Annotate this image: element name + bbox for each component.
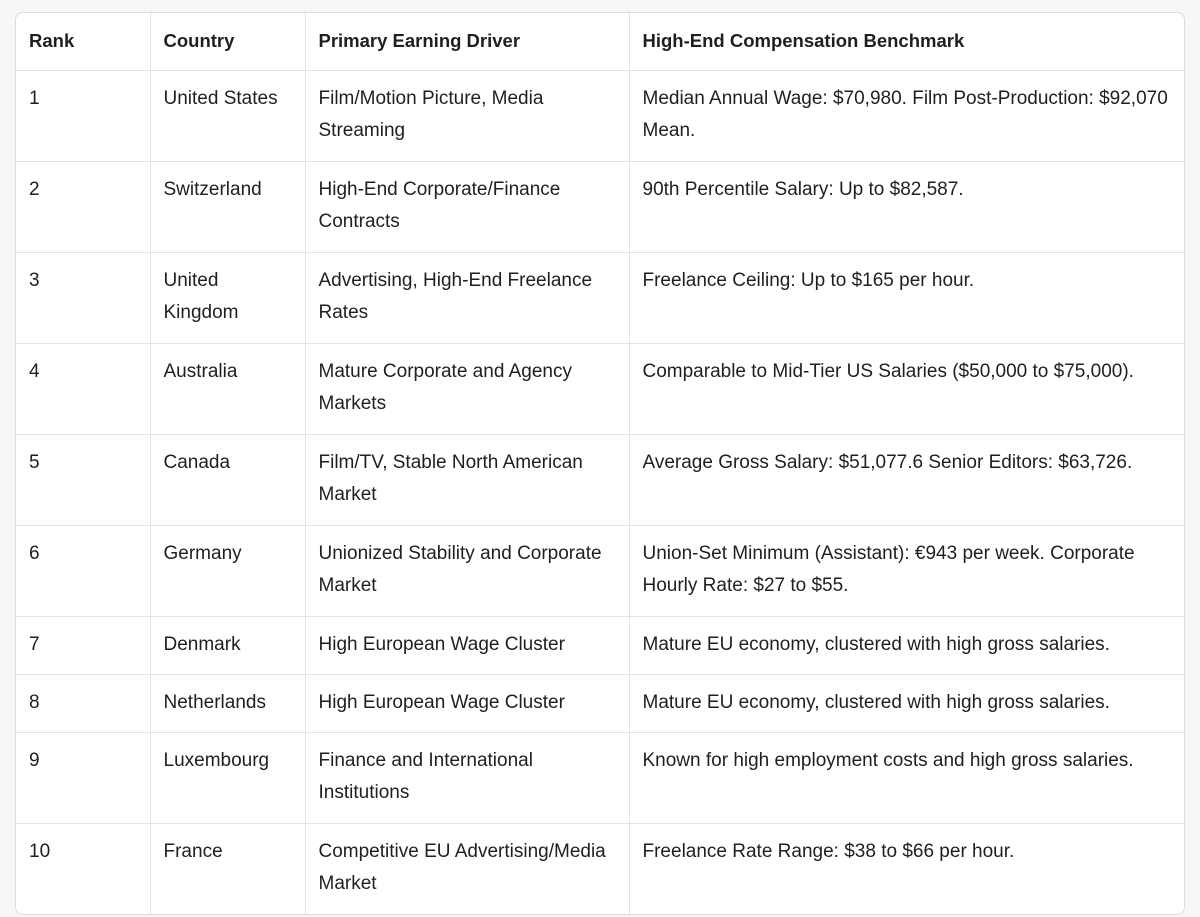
table-row — [16, 252, 1184, 343]
cell-driver: Finance and International Institutions — [305, 732, 629, 823]
cell-driver: Competitive EU Advertising/Media Market — [305, 823, 629, 914]
cell-benchmark: Average Gross Salary: $51,077.6 Senior Editors: $63,726. — [629, 434, 1184, 525]
table-row — [16, 343, 1184, 434]
table-row — [16, 525, 1184, 616]
table-row — [16, 161, 1184, 252]
cell-rank: 4 — [16, 343, 150, 434]
cell-benchmark: Median Annual Wage: $70,980. Film Post-Production: $92,070 Mean. — [629, 70, 1184, 161]
header-driver: Primary Earning Driver — [305, 13, 629, 70]
cell-driver: Film/TV, Stable North American Market — [305, 434, 629, 525]
cell-benchmark: Mature EU economy, clustered with high gross salaries. — [629, 674, 1184, 732]
cell-rank: 7 — [16, 616, 150, 674]
cell-driver: Unionized Stability and Corporate Market — [305, 525, 629, 616]
cell-country: Denmark — [150, 616, 305, 674]
cell-driver: Mature Corporate and Agency Markets — [305, 343, 629, 434]
cell-country: Switzerland — [150, 161, 305, 252]
cell-country: Germany — [150, 525, 305, 616]
cell-country: United States — [150, 70, 305, 161]
header-benchmark: High-End Compensation Benchmark — [629, 13, 1184, 70]
cell-benchmark: Comparable to Mid-Tier US Salaries ($50,000 to $75,000). — [629, 343, 1184, 434]
cell-driver: Film/Motion Picture, Media Streaming — [305, 70, 629, 161]
cell-benchmark: Freelance Ceiling: Up to $165 per hour. — [629, 252, 1184, 343]
cell-country: Canada — [150, 434, 305, 525]
cell-rank: 6 — [16, 525, 150, 616]
cell-rank: 8 — [16, 674, 150, 732]
table-row — [16, 616, 1184, 674]
cell-rank: 1 — [16, 70, 150, 161]
cell-benchmark: Known for high employment costs and high gross salaries. — [629, 732, 1184, 823]
cell-benchmark: Union-Set Minimum (Assistant): €943 per week. Corporate Hourly Rate: $27 to $55. — [629, 525, 1184, 616]
cell-country: Australia — [150, 343, 305, 434]
cell-country: United Kingdom — [150, 252, 305, 343]
table-row — [16, 674, 1184, 732]
ranking-table-container — [15, 12, 1185, 915]
cell-driver: High-End Corporate/Finance Contracts — [305, 161, 629, 252]
cell-country: Netherlands — [150, 674, 305, 732]
table-row — [16, 823, 1184, 914]
header-rank: Rank — [16, 13, 150, 70]
table-row — [16, 70, 1184, 161]
cell-country: France — [150, 823, 305, 914]
cell-benchmark: 90th Percentile Salary: Up to $82,587. — [629, 161, 1184, 252]
header-row — [16, 13, 1184, 70]
header-country: Country — [150, 13, 305, 70]
cell-driver: Advertising, High-End Freelance Rates — [305, 252, 629, 343]
cell-rank: 9 — [16, 732, 150, 823]
table-row — [16, 732, 1184, 823]
compensation-ranking-table — [16, 13, 1184, 914]
cell-benchmark: Mature EU economy, clustered with high gross salaries. — [629, 616, 1184, 674]
cell-rank: 5 — [16, 434, 150, 525]
cell-benchmark: Freelance Rate Range: $38 to $66 per hour. — [642, 840, 1015, 862]
table-row — [16, 434, 1184, 525]
cell-rank: 3 — [16, 252, 150, 343]
table-body — [16, 70, 1184, 914]
cell-driver: High European Wage Cluster — [305, 616, 629, 674]
table-header — [16, 13, 1184, 70]
cell-rank: 10 — [16, 823, 150, 914]
cell-driver: High European Wage Cluster — [305, 674, 629, 732]
cell-rank: 2 — [16, 161, 150, 252]
cell-country: Luxembourg — [150, 732, 305, 823]
